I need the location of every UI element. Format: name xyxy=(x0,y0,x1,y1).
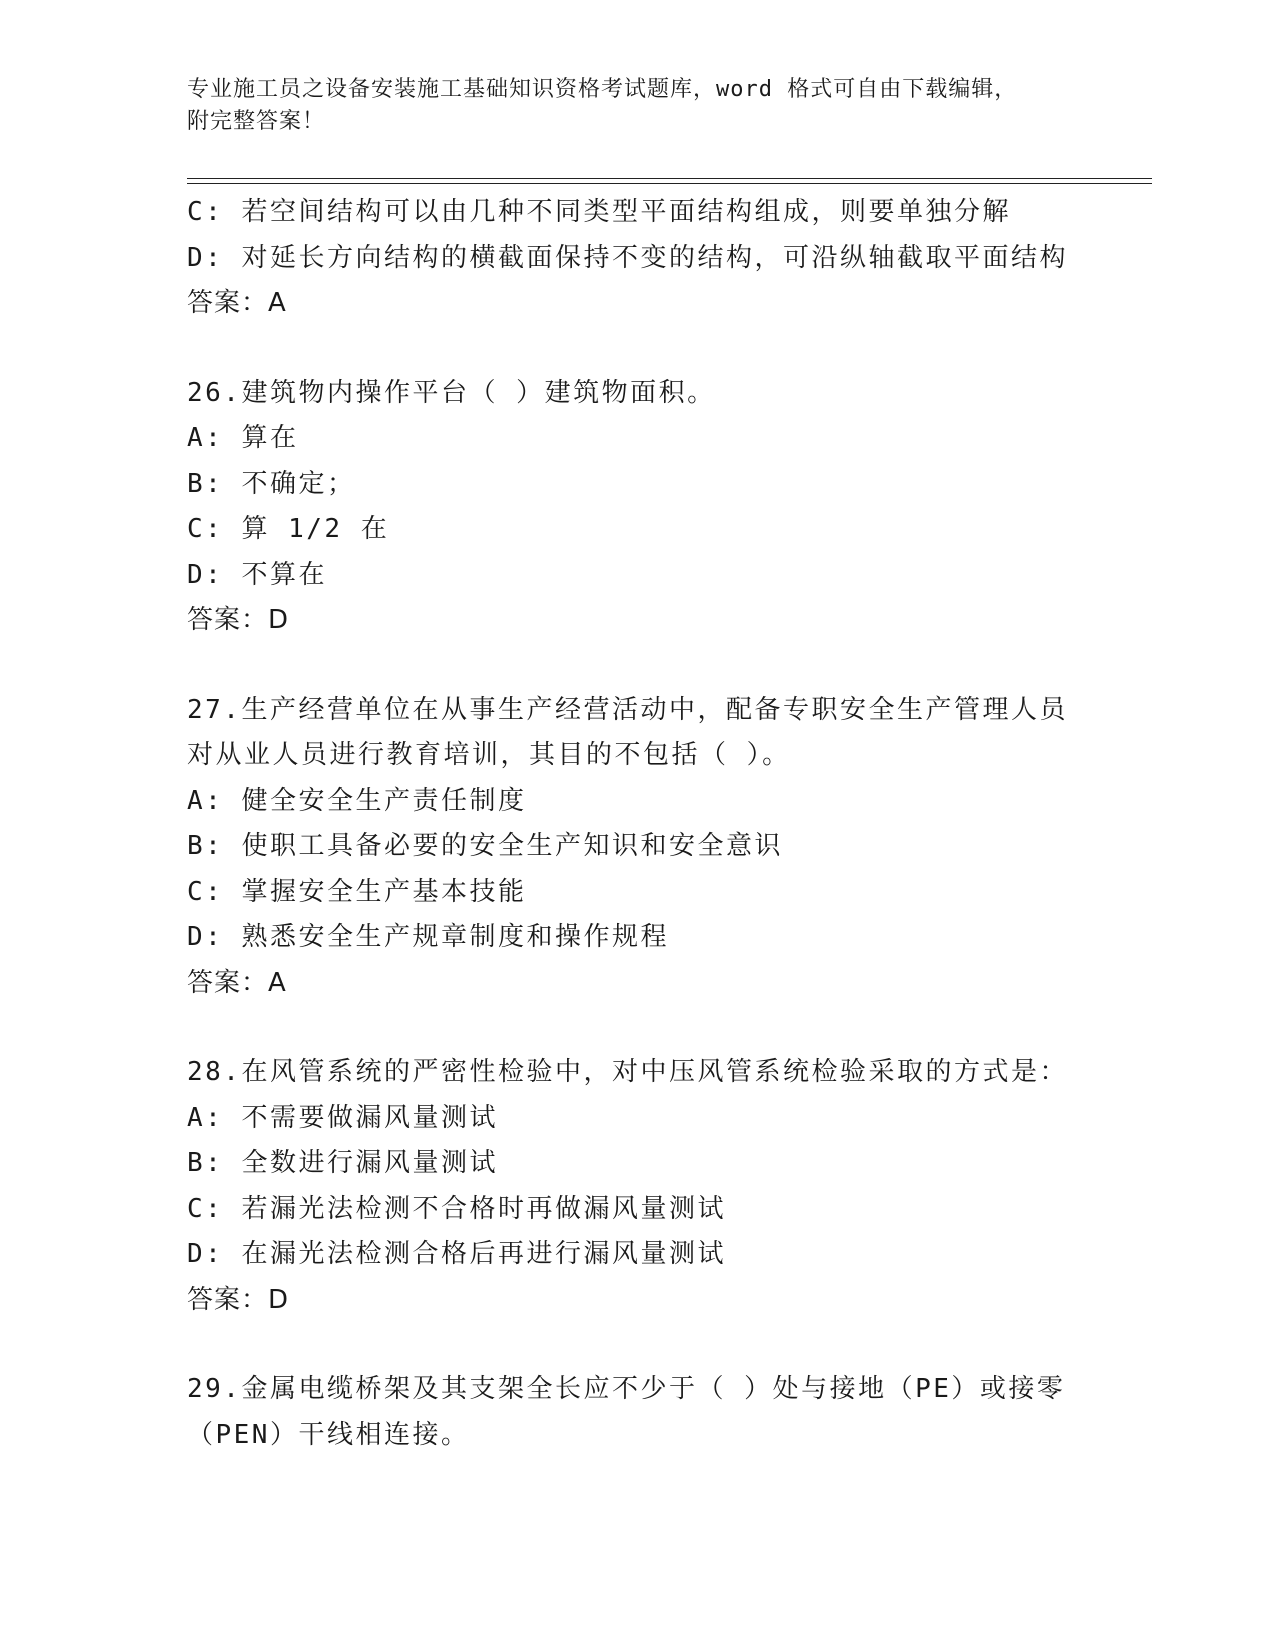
question-stem-line-2: （PEN）干线相连接。 xyxy=(187,1419,470,1450)
option-d: D: 熟悉安全生产规章制度和操作规程 xyxy=(187,922,669,952)
option-a: A: 不需要做漏风量测试 xyxy=(187,1102,498,1133)
option-a: A: 健全安全生产责任制度 xyxy=(187,785,527,816)
header-divider-bottom xyxy=(187,183,1152,184)
header-divider-top xyxy=(187,178,1152,179)
answer: 答案：A xyxy=(187,288,287,318)
header-line-1: 专业施工员之设备安装施工基础知识资格考试题库，word 格式可自由下载编辑， xyxy=(187,77,1018,102)
option-a: A: 算在 xyxy=(187,423,299,453)
question-continued xyxy=(187,190,1137,327)
option-b: B: 使职工具备必要的安全生产知识和安全意识 xyxy=(187,831,783,861)
option-c: C: 掌握安全生产基本技能 xyxy=(187,876,527,907)
option-d: D: 在漏光法检测合格后再进行漏风量测试 xyxy=(187,1239,726,1269)
page-header xyxy=(187,74,1087,138)
option-b: B: 全数进行漏风量测试 xyxy=(187,1148,498,1178)
question-26 xyxy=(187,371,1137,644)
header-line-2: 附完整答案！ xyxy=(187,109,326,134)
spacer xyxy=(187,1323,1137,1367)
option-c: C: 若漏光法检测不合格时再做漏风量测试 xyxy=(187,1193,726,1224)
question-28 xyxy=(187,1050,1137,1323)
option-b: B: 不确定； xyxy=(187,468,356,499)
question-stem: 28.在风管系统的严密性检验中，对中压风管系统检验采取的方式是： xyxy=(187,1057,1068,1087)
spacer xyxy=(187,327,1137,371)
question-stem: 26.建筑物内操作平台（ ）建筑物面积。 xyxy=(187,377,716,408)
question-stem-line-2: 对从业人员进行教育培训，其目的不包括（ ）。 xyxy=(187,740,791,770)
option-c: C: 若空间结构可以由几种不同类型平面结构组成，则要单独分解 xyxy=(187,197,1011,227)
option-c: C: 算 1/2 在 xyxy=(187,514,390,544)
answer: 答案：A xyxy=(187,967,287,998)
option-d: D: 对延长方向结构的横截面保持不变的结构，可沿纵轴截取平面结构 xyxy=(187,242,1068,273)
spacer xyxy=(187,1006,1137,1050)
spacer xyxy=(187,644,1137,688)
question-list xyxy=(187,190,1137,1458)
question-29 xyxy=(187,1367,1137,1458)
answer: 答案：D xyxy=(187,605,290,635)
option-d: D: 不算在 xyxy=(187,559,327,590)
answer: 答案：D xyxy=(187,1284,290,1315)
question-stem-line-1: 27.生产经营单位在从事生产经营活动中，配备专职安全生产管理人员 xyxy=(187,694,1068,725)
question-27 xyxy=(187,688,1137,1007)
question-stem-line-1: 29.金属电缆桥架及其支架全长应不少于（ ）处与接地（PE）或接零 xyxy=(187,1374,1066,1404)
